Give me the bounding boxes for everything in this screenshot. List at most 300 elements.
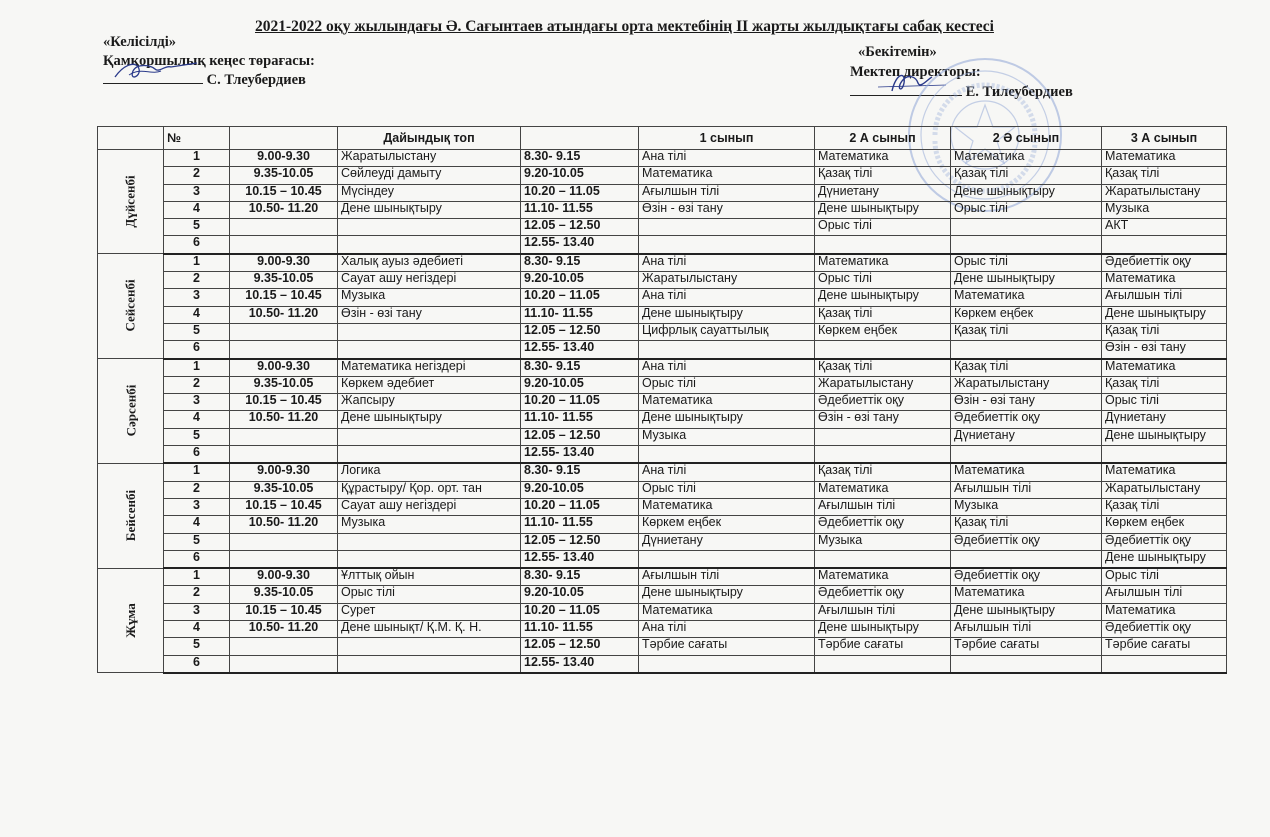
class-time: 11.10- 11.55	[521, 306, 639, 323]
grade3a-subject: Математика	[1102, 272, 1227, 289]
grade1-subject	[639, 550, 815, 568]
lesson-number: 5	[164, 428, 230, 445]
grade3a-subject: Әдебиеттік оқу	[1102, 254, 1227, 272]
class-time: 12.05 – 12.50	[521, 533, 639, 550]
grade2b-subject: Математика	[951, 586, 1102, 603]
lesson-number: 3	[164, 289, 230, 306]
grade3a-subject: Математика	[1102, 150, 1227, 167]
prep-time: 10.50- 11.20	[230, 621, 338, 638]
class-time: 10.20 – 11.05	[521, 394, 639, 411]
prep-time	[230, 236, 338, 254]
grade2b-subject: Тәрбие сағаты	[951, 638, 1102, 655]
table-row	[98, 201, 1227, 218]
grade1-subject: Математика	[639, 167, 815, 184]
class-time: 10.20 – 11.05	[521, 603, 639, 620]
lesson-number: 4	[164, 516, 230, 533]
prep-time	[230, 341, 338, 359]
class-time: 12.05 – 12.50	[521, 638, 639, 655]
table-row	[98, 463, 1227, 481]
table-row	[98, 394, 1227, 411]
grade2b-subject: Қазақ тілі	[951, 323, 1102, 340]
lesson-number: 2	[164, 376, 230, 393]
lesson-number: 2	[164, 481, 230, 498]
prep-time: 9.35-10.05	[230, 586, 338, 603]
grade2b-subject: Орыс тілі	[951, 201, 1102, 218]
agreed-label: «Келісілді»	[103, 34, 177, 50]
grade1-subject: Орыс тілі	[639, 481, 815, 498]
prep-time	[230, 428, 338, 445]
grade1-subject	[639, 446, 815, 464]
prep-time: 9.35-10.05	[230, 376, 338, 393]
day-name: Сәрсенбі	[122, 384, 138, 437]
grade2a-subject: Орыс тілі	[815, 272, 951, 289]
lesson-number: 4	[164, 306, 230, 323]
grade3a-subject	[1102, 236, 1227, 254]
prep-subject	[338, 446, 521, 464]
grade2b-subject: Дүниетану	[951, 428, 1102, 445]
grade3a-subject: Дене шынықтыру	[1102, 428, 1227, 445]
grade2b-subject	[951, 446, 1102, 464]
grade3a-subject: Тәрбие сағаты	[1102, 638, 1227, 655]
grade3a-subject: Әдебиеттік оқу	[1102, 621, 1227, 638]
class-time: 10.20 – 11.05	[521, 184, 639, 201]
table-row	[98, 411, 1227, 428]
table-row	[98, 219, 1227, 236]
class-time: 9.20-10.05	[521, 272, 639, 289]
table-row	[98, 603, 1227, 620]
grade3a-subject: Әдебиеттік оқу	[1102, 533, 1227, 550]
grade2a-subject	[815, 428, 951, 445]
class-time: 9.20-10.05	[521, 167, 639, 184]
lesson-number: 6	[164, 341, 230, 359]
grade2b-subject: Жаратылыстану	[951, 376, 1102, 393]
prep-subject	[338, 638, 521, 655]
class-time: 12.55- 13.40	[521, 550, 639, 568]
grade2a-subject: Музыка	[815, 533, 951, 550]
grade3a-subject: Жаратылыстану	[1102, 184, 1227, 201]
grade2a-subject: Математика	[815, 481, 951, 498]
table-row	[98, 376, 1227, 393]
prep-time: 10.50- 11.20	[230, 411, 338, 428]
day-name: Дүйсенбі	[123, 175, 138, 228]
class-time: 9.20-10.05	[521, 376, 639, 393]
col-header	[230, 127, 338, 150]
header-row	[98, 127, 1227, 150]
grade2a-subject	[815, 655, 951, 673]
prep-time: 9.00-9.30	[230, 568, 338, 586]
grade1-subject	[639, 236, 815, 254]
lesson-number: 5	[164, 638, 230, 655]
class-time: 12.55- 13.40	[521, 236, 639, 254]
grade3a-subject: Музыка	[1102, 201, 1227, 218]
grade2b-subject: Музыка	[951, 498, 1102, 515]
class-time: 12.55- 13.40	[521, 341, 639, 359]
day-name-cell	[98, 254, 164, 359]
grade3a-subject: Жаратылыстану	[1102, 481, 1227, 498]
grade3a-subject: Өзін - өзі тану	[1102, 341, 1227, 359]
prep-time: 10.15 – 10.45	[230, 498, 338, 515]
grade2b-subject: Ағылшын тілі	[951, 621, 1102, 638]
day-name: Сейсенбі	[122, 279, 138, 332]
grade2b-subject: Қазақ тілі	[951, 516, 1102, 533]
schedule-body	[98, 150, 1227, 673]
class-time: 8.30- 9.15	[521, 359, 639, 377]
col-header	[521, 127, 639, 150]
table-row	[98, 550, 1227, 568]
grade1-subject: Ана тілі	[639, 359, 815, 377]
grade3a-subject: Көркем еңбек	[1102, 516, 1227, 533]
prep-time	[230, 550, 338, 568]
table-row	[98, 323, 1227, 340]
lesson-number: 6	[164, 655, 230, 673]
prep-time: 10.50- 11.20	[230, 306, 338, 323]
grade3a-subject: Дене шынықтыру	[1102, 306, 1227, 323]
grade2b-subject: Көркем еңбек	[951, 306, 1102, 323]
class-time: 8.30- 9.15	[521, 568, 639, 586]
day-name: Жұма	[123, 602, 138, 638]
col-header: 3 А сынып	[1102, 127, 1227, 150]
col-header: Дайындық топ	[338, 127, 521, 150]
lesson-number: 6	[164, 550, 230, 568]
grade2b-subject	[951, 550, 1102, 568]
agreed-role: Қамқоршылық кеңес төрағасы:	[103, 53, 315, 69]
grade3a-subject	[1102, 655, 1227, 673]
prep-subject: Дене шынықтыру	[338, 411, 521, 428]
grade1-subject: Орыс тілі	[639, 376, 815, 393]
approved-name: Е. Тилеубердиев	[965, 84, 1073, 100]
table-row	[98, 272, 1227, 289]
day-name-cell	[98, 568, 164, 673]
grade2b-subject: Ағылшын тілі	[951, 481, 1102, 498]
grade2a-subject: Математика	[815, 254, 951, 272]
prep-time: 10.50- 11.20	[230, 516, 338, 533]
class-time: 11.10- 11.55	[521, 516, 639, 533]
grade2a-subject: Жаратылыстану	[815, 376, 951, 393]
prep-subject: Музыка	[338, 516, 521, 533]
grade1-subject: Математика	[639, 394, 815, 411]
grade1-subject: Ағылшын тілі	[639, 568, 815, 586]
prep-subject	[338, 323, 521, 340]
table-row	[98, 184, 1227, 201]
lesson-number: 2	[164, 167, 230, 184]
prep-subject: Сауат ашу негіздері	[338, 498, 521, 515]
class-time: 8.30- 9.15	[521, 463, 639, 481]
prep-subject: Сауат ашу негіздері	[338, 272, 521, 289]
grade1-subject: Ана тілі	[639, 289, 815, 306]
grade2b-subject: Өзін - өзі тану	[951, 394, 1102, 411]
grade1-subject: Жаратылыстану	[639, 272, 815, 289]
col-header: 2 А сынып	[815, 127, 951, 150]
approved-label: «Бекітемін»	[858, 44, 937, 60]
grade2a-subject	[815, 550, 951, 568]
grade3a-subject: Қазақ тілі	[1102, 167, 1227, 184]
lesson-number: 3	[164, 603, 230, 620]
grade2b-subject: Қазақ тілі	[951, 359, 1102, 377]
prep-time: 9.00-9.30	[230, 463, 338, 481]
table-row	[98, 621, 1227, 638]
col-header: №	[164, 127, 230, 150]
class-time: 8.30- 9.15	[521, 254, 639, 272]
class-time: 11.10- 11.55	[521, 201, 639, 218]
grade1-subject: Дене шынықтыру	[639, 586, 815, 603]
table-row	[98, 306, 1227, 323]
grade2b-subject	[951, 219, 1102, 236]
lesson-number: 3	[164, 394, 230, 411]
prep-subject	[338, 550, 521, 568]
grade1-subject: Музыка	[639, 428, 815, 445]
prep-subject: Халық ауыз әдебиеті	[338, 254, 521, 272]
lesson-number: 1	[164, 463, 230, 481]
lesson-number: 4	[164, 411, 230, 428]
lesson-number: 4	[164, 201, 230, 218]
grade2b-subject: Математика	[951, 463, 1102, 481]
grade3a-subject: Қазақ тілі	[1102, 376, 1227, 393]
grade2b-subject: Дене шынықтыру	[951, 603, 1102, 620]
grade2b-subject: Әдебиеттік оқу	[951, 411, 1102, 428]
grade3a-subject: Қазақ тілі	[1102, 498, 1227, 515]
table-row	[98, 341, 1227, 359]
class-time: 11.10- 11.55	[521, 411, 639, 428]
prep-time: 9.00-9.30	[230, 254, 338, 272]
grade2a-subject: Қазақ тілі	[815, 463, 951, 481]
class-time: 12.05 – 12.50	[521, 323, 639, 340]
grade3a-subject: АКТ	[1102, 219, 1227, 236]
grade1-subject: Дене шынықтыру	[639, 411, 815, 428]
table-row	[98, 533, 1227, 550]
grade2b-subject	[951, 341, 1102, 359]
lesson-number: 5	[164, 533, 230, 550]
grade2a-subject: Дүниетану	[815, 184, 951, 201]
grade3a-subject: Орыс тілі	[1102, 568, 1227, 586]
agreed-signature-line	[103, 71, 315, 90]
grade2b-subject: Әдебиеттік оқу	[951, 533, 1102, 550]
prep-subject: Математика негіздері	[338, 359, 521, 377]
grade2b-subject: Математика	[951, 150, 1102, 167]
grade3a-subject: Дене шынықтыру	[1102, 550, 1227, 568]
table-row	[98, 428, 1227, 445]
grade2a-subject: Әдебиеттік оқу	[815, 516, 951, 533]
day-name: Бейсенбі	[123, 489, 138, 541]
table-row	[98, 481, 1227, 498]
table-row	[98, 498, 1227, 515]
prep-subject: Логика	[338, 463, 521, 481]
col-header: 2 Ә сынып	[951, 127, 1102, 150]
prep-time	[230, 323, 338, 340]
grade2a-subject: Қазақ тілі	[815, 306, 951, 323]
lesson-number: 6	[164, 236, 230, 254]
prep-time: 9.35-10.05	[230, 481, 338, 498]
agreed-name: С. Тлеубердиев	[206, 72, 306, 88]
grade2a-subject: Орыс тілі	[815, 219, 951, 236]
grade2b-subject: Қазақ тілі	[951, 167, 1102, 184]
prep-time: 10.15 – 10.45	[230, 394, 338, 411]
grade2a-subject	[815, 236, 951, 254]
approved-role: Мектеп директоры:	[850, 64, 981, 80]
class-time: 9.20-10.05	[521, 586, 639, 603]
grade3a-subject: Математика	[1102, 463, 1227, 481]
prep-subject	[338, 219, 521, 236]
grade1-subject: Ана тілі	[639, 150, 815, 167]
grade1-subject	[639, 219, 815, 236]
grade2a-subject: Дене шынықтыру	[815, 289, 951, 306]
prep-subject	[338, 341, 521, 359]
grade3a-subject: Ағылшын тілі	[1102, 586, 1227, 603]
grade2a-subject: Әдебиеттік оқу	[815, 586, 951, 603]
prep-subject: Сөйлеуді дамыту	[338, 167, 521, 184]
grade1-subject	[639, 655, 815, 673]
day-name-cell	[98, 150, 164, 254]
lesson-number: 1	[164, 568, 230, 586]
grade2a-subject: Ағылшын тілі	[815, 498, 951, 515]
prep-time: 10.15 – 10.45	[230, 289, 338, 306]
grade3a-subject: Дүниетану	[1102, 411, 1227, 428]
grade2a-subject: Дене шынықтыру	[815, 621, 951, 638]
grade1-subject: Дүниетану	[639, 533, 815, 550]
grade1-subject: Дене шынықтыру	[639, 306, 815, 323]
grade2b-subject: Дене шынықтыру	[951, 272, 1102, 289]
grade1-subject: Ана тілі	[639, 463, 815, 481]
grade1-subject: Тәрбие сағаты	[639, 638, 815, 655]
grade1-subject: Өзін - өзі тану	[639, 201, 815, 218]
class-time: 8.30- 9.15	[521, 150, 639, 167]
prep-subject: Көркем әдебиет	[338, 376, 521, 393]
prep-subject	[338, 533, 521, 550]
class-time: 10.20 – 11.05	[521, 289, 639, 306]
grade2b-subject	[951, 655, 1102, 673]
prep-subject: Дене шынықт/ Қ.М. Қ. Н.	[338, 621, 521, 638]
grade1-subject	[639, 341, 815, 359]
grade1-subject: Математика	[639, 498, 815, 515]
grade2b-subject: Әдебиеттік оқу	[951, 568, 1102, 586]
document-title: 2021-2022 оқу жылындағы Ә. Сағынтаев атындағы орта мектебінің ІІ жарты жылдықтағы сабақ кестесі	[255, 18, 994, 35]
grade1-subject: Цифрлық сауаттылық	[639, 323, 815, 340]
lesson-number: 4	[164, 621, 230, 638]
grade1-subject: Ағылшын тілі	[639, 184, 815, 201]
grade2b-subject: Дене шынықтыру	[951, 184, 1102, 201]
prep-time: 9.35-10.05	[230, 272, 338, 289]
grade2a-subject: Өзін - өзі тану	[815, 411, 951, 428]
prep-subject: Дене шынықтыру	[338, 201, 521, 218]
grade2b-subject: Орыс тілі	[951, 254, 1102, 272]
grade3a-subject: Ағылшын тілі	[1102, 289, 1227, 306]
grade2b-subject: Математика	[951, 289, 1102, 306]
class-time: 12.05 – 12.50	[521, 428, 639, 445]
prep-subject: Мүсіндеу	[338, 184, 521, 201]
table-row	[98, 568, 1227, 586]
grade2a-subject	[815, 341, 951, 359]
table-row	[98, 167, 1227, 184]
table-row	[98, 254, 1227, 272]
grade3a-subject: Орыс тілі	[1102, 394, 1227, 411]
grade1-subject: Ана тілі	[639, 254, 815, 272]
lesson-number: 3	[164, 498, 230, 515]
prep-time	[230, 638, 338, 655]
grade3a-subject	[1102, 446, 1227, 464]
grade2a-subject: Математика	[815, 568, 951, 586]
table-row	[98, 446, 1227, 464]
prep-subject: Жаратылыстану	[338, 150, 521, 167]
prep-time	[230, 533, 338, 550]
prep-subject: Музыка	[338, 289, 521, 306]
lesson-number: 2	[164, 272, 230, 289]
class-time: 12.55- 13.40	[521, 446, 639, 464]
table-row	[98, 236, 1227, 254]
table-row	[98, 359, 1227, 377]
prep-subject: Жапсыру	[338, 394, 521, 411]
lesson-number: 5	[164, 219, 230, 236]
grade2a-subject: Ағылшын тілі	[815, 603, 951, 620]
table-row	[98, 289, 1227, 306]
prep-time: 9.00-9.30	[230, 359, 338, 377]
lesson-number: 2	[164, 586, 230, 603]
prep-time	[230, 446, 338, 464]
prep-subject	[338, 428, 521, 445]
grade2b-subject	[951, 236, 1102, 254]
prep-subject: Сурет	[338, 603, 521, 620]
prep-time: 10.15 – 10.45	[230, 184, 338, 201]
prep-subject: Өзін - өзі тану	[338, 306, 521, 323]
table-row	[98, 150, 1227, 167]
prep-subject: Орыс тілі	[338, 586, 521, 603]
grade2a-subject: Көркем еңбек	[815, 323, 951, 340]
grade3a-subject: Қазақ тілі	[1102, 323, 1227, 340]
lesson-number: 1	[164, 254, 230, 272]
prep-time: 10.50- 11.20	[230, 201, 338, 218]
prep-subject	[338, 655, 521, 673]
day-header	[98, 127, 164, 150]
grade1-subject: Математика	[639, 603, 815, 620]
grade2a-subject: Математика	[815, 150, 951, 167]
class-time: 12.55- 13.40	[521, 655, 639, 673]
grade2a-subject: Қазақ тілі	[815, 359, 951, 377]
agreed-block	[103, 33, 315, 90]
day-name-cell	[98, 463, 164, 568]
prep-time: 10.15 – 10.45	[230, 603, 338, 620]
class-time: 10.20 – 11.05	[521, 498, 639, 515]
lesson-number: 3	[164, 184, 230, 201]
col-header: 1 сынып	[639, 127, 815, 150]
prep-time	[230, 655, 338, 673]
prep-subject	[338, 236, 521, 254]
class-time: 12.05 – 12.50	[521, 219, 639, 236]
grade1-subject: Ана тілі	[639, 621, 815, 638]
lesson-number: 6	[164, 446, 230, 464]
class-time: 11.10- 11.55	[521, 621, 639, 638]
grade1-subject: Көркем еңбек	[639, 516, 815, 533]
prep-time	[230, 219, 338, 236]
prep-time: 9.35-10.05	[230, 167, 338, 184]
lesson-number: 1	[164, 150, 230, 167]
grade2a-subject	[815, 446, 951, 464]
table-row	[98, 638, 1227, 655]
table-row	[98, 516, 1227, 533]
prep-subject: Ұлттық ойын	[338, 568, 521, 586]
grade3a-subject: Математика	[1102, 603, 1227, 620]
prep-subject: Құрастыру/ Қор. орт. тан	[338, 481, 521, 498]
lesson-number: 1	[164, 359, 230, 377]
signature-mark	[111, 57, 203, 85]
table-row	[98, 586, 1227, 603]
schedule-table	[97, 126, 1227, 674]
class-time: 9.20-10.05	[521, 481, 639, 498]
day-name-cell	[98, 359, 164, 464]
grade2a-subject: Әдебиеттік оқу	[815, 394, 951, 411]
grade3a-subject: Математика	[1102, 359, 1227, 377]
grade2a-subject: Қазақ тілі	[815, 167, 951, 184]
grade2a-subject: Дене шынықтыру	[815, 201, 951, 218]
lesson-number: 5	[164, 323, 230, 340]
grade2a-subject: Тәрбие сағаты	[815, 638, 951, 655]
